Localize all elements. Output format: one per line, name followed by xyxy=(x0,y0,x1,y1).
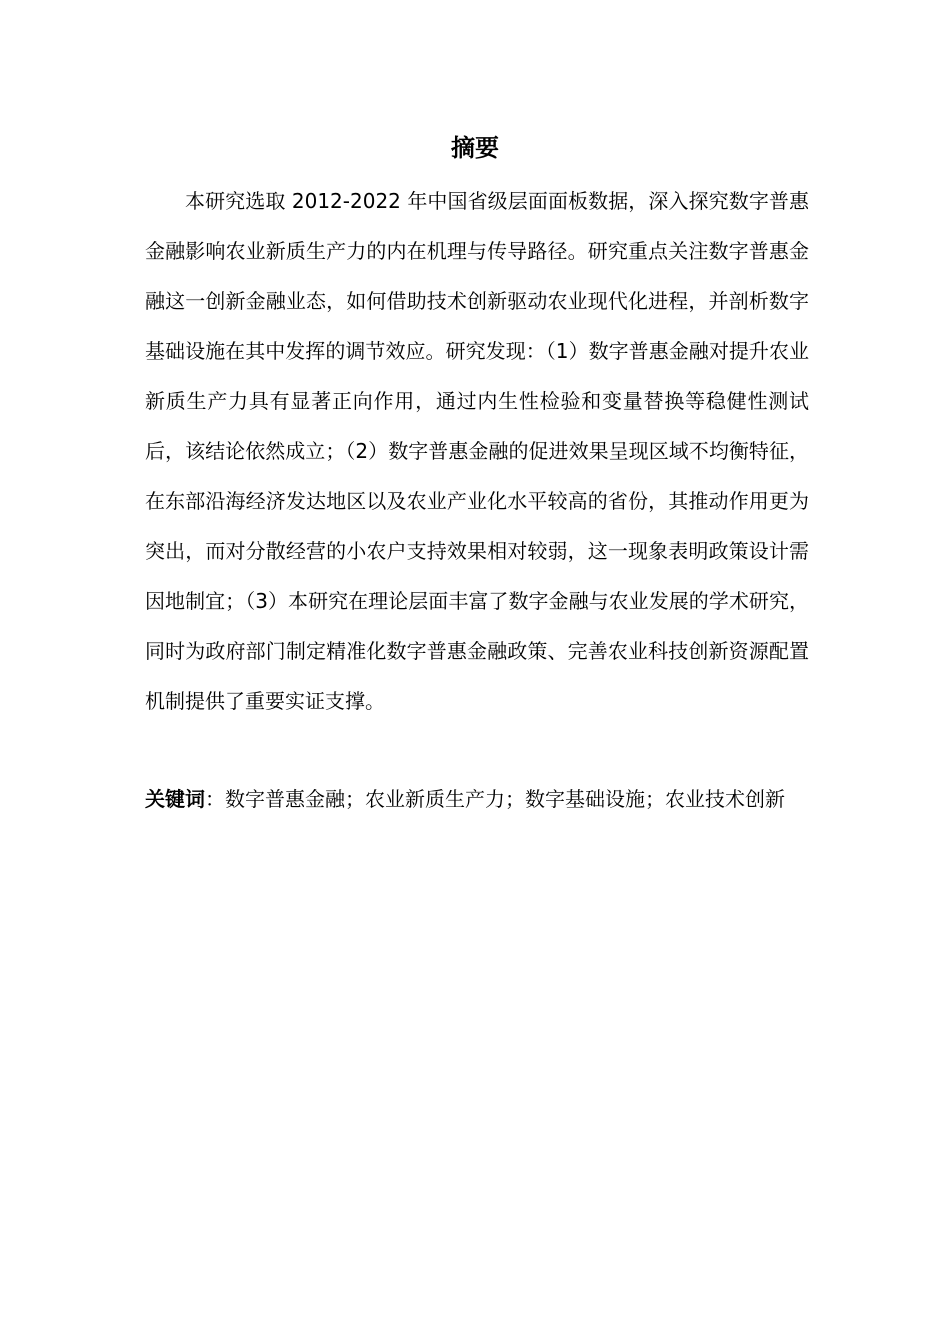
keywords-line xyxy=(145,776,809,822)
keywords-list: 数字普惠金融；农业新质生产力；数字基础设施；农业技术创新 xyxy=(225,787,785,811)
abstract-paragraph: 本研究选取 2012-2022 年中国省级层面面板数据，深入探究数字普惠金融影响农业新质生产力的内在机理与传导路径。研究重点关注数字普惠金融这一创新金融业态，如何借助技术创新驱动农业现代化进程，并剖析数字基础设施在其中发挥的调节效应。研究发现：（1）数字普惠金融对提升农业新质生产力具有显著正向作用，通过内生性检验和变量替换等稳健性测试后，该结论依然成立；（2）数字普惠金融的促进效果呈现区域不均衡特征，在东部沿海经济发达地区以及农业产业化水平较高的省份，其推动作用更为突出，而对分散经营的小农户支持效果相对较弱，这一现象表明政策设计需因地制宜；（3）本研究在理论层面丰富了数字金融与农业发展的学术研究，同时为政府部门制定精准化数字普惠金融政策、完善农业科技创新资源配置机制提供了重要实证支撑。 xyxy=(145,189,809,713)
abstract-title: 摘要 xyxy=(451,134,499,162)
keywords-label: 关键词 xyxy=(145,787,205,811)
keywords-colon: ： xyxy=(205,787,225,811)
